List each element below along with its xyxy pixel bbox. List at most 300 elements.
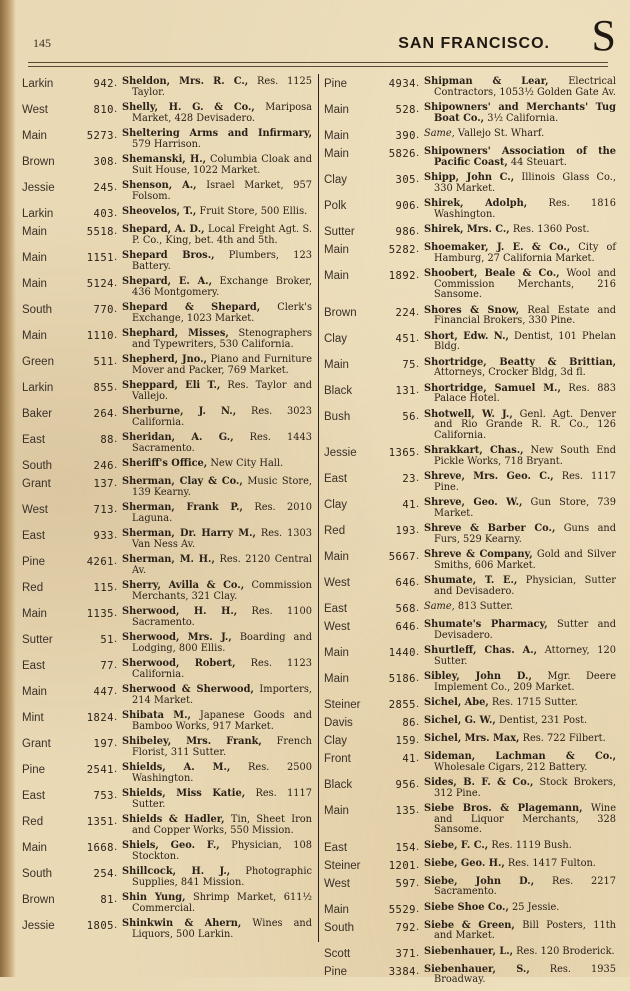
subscriber-name: Sherman, Dr. Harry M., [122, 528, 256, 539]
number-separator: . [114, 556, 118, 567]
number-separator: . [114, 226, 118, 237]
exchange-name: Jessie [324, 447, 357, 459]
subscriber-name: Shreve, Mrs. Geo. C., [424, 471, 554, 482]
phone-number: 447 [93, 686, 114, 698]
phone-number: 5826 [388, 148, 416, 160]
listing-text [122, 607, 312, 628]
subscriber-name: Sichel, G. W., [424, 715, 496, 726]
subscriber-details: Wholesale Cigars, 212 Battery. [434, 761, 588, 773]
directory-entry [324, 698, 616, 711]
exchange-name: Main [324, 104, 349, 116]
exchange-name: Brown [22, 894, 55, 906]
directory-entry [324, 524, 616, 545]
section-letter: S [591, 11, 616, 60]
number-separator: . [114, 330, 118, 341]
number-separator: . [416, 603, 420, 614]
exchange-name: Main [324, 673, 349, 685]
phone-number: 88 [100, 434, 114, 446]
subscriber-details: Vallejo St. Wharf. [457, 128, 545, 139]
listing-text [424, 524, 616, 545]
phone-number: 390 [395, 130, 416, 142]
phone-number: 568 [395, 603, 416, 615]
phone-number: 810 [93, 104, 114, 116]
subscriber-details: Res. 1935 Broadway. [434, 963, 616, 985]
subscriber-name: Shumate's Pharmacy, [424, 619, 548, 630]
subscriber-name: Sichel, Mrs. Max, [424, 733, 520, 744]
exchange-name: Mint [22, 712, 44, 724]
phone-number: 528 [395, 104, 416, 116]
directory-entry [324, 778, 616, 799]
phone-number: 154 [395, 841, 416, 854]
number-separator: . [416, 921, 420, 933]
subscriber-details: Wines and Liquors, 500 Larkin. [132, 918, 312, 940]
subscriber-details: Res. 1117 Sutter. [132, 788, 312, 810]
listing-text [424, 199, 616, 220]
phone-number: 246 [93, 460, 114, 472]
subscriber-details: Bill Posters, 11th and Market. [434, 919, 616, 941]
phone-number: 646 [395, 621, 416, 633]
directory-entry [324, 550, 616, 571]
directory-entry [22, 555, 312, 576]
number-separator: . [114, 868, 118, 879]
subscriber-details: Clerk's Exchange, 1023 Market. [132, 302, 312, 324]
directory-entry [324, 947, 616, 960]
exchange-name: East [22, 660, 46, 672]
phone-number: 135 [395, 805, 416, 817]
subscriber-details: Stock Brokers, 312 Pine. [434, 777, 616, 799]
exchange-name: South [22, 460, 53, 472]
exchange-name: Clay [324, 735, 348, 747]
number-separator: . [416, 447, 420, 458]
exchange-name: Main [324, 805, 349, 817]
listing-text [424, 77, 616, 98]
listing-text [424, 243, 616, 264]
subscriber-name: Shields, Miss Katie, [122, 788, 246, 799]
exchange-name: West [324, 877, 350, 890]
subscriber-details: Physician, 108 Stockton. [132, 840, 312, 862]
subscriber-details: Dentist, 231 Post. [498, 715, 588, 726]
number-separator: . [416, 200, 420, 211]
phone-number: 137 [93, 478, 114, 490]
subscriber-details: Music Store, 139 Kearny. [132, 476, 312, 498]
subscriber-name: Shoemaker, J. E. & Co., [424, 242, 571, 253]
subscriber-details: Res. 2217 Sacramento. [434, 875, 616, 897]
listing-text [122, 711, 312, 732]
exchange-name: Jessie [22, 920, 55, 932]
phone-number: 986 [395, 226, 416, 238]
subscriber-details: Exchange Broker, 436 Montgomery. [132, 276, 312, 298]
directory-entry [324, 410, 616, 442]
subscriber-name: Shiels, Geo. F., [122, 840, 220, 851]
listing-text [122, 251, 312, 272]
directory-entry [324, 225, 616, 238]
number-separator: . [416, 753, 420, 764]
directory-column-left [22, 77, 312, 945]
number-separator: . [416, 148, 420, 159]
listing-text [122, 277, 312, 298]
subscriber-name: Shipman & Lear, [424, 76, 549, 87]
listing-text [424, 498, 616, 519]
directory-entry [22, 103, 312, 124]
number-separator: . [416, 699, 420, 710]
exchange-name: Steiner [324, 699, 361, 711]
directory-entry [22, 789, 312, 810]
listing-text [424, 672, 616, 693]
subscriber-details: Importers, 214 Market. [132, 684, 312, 706]
phone-number: 4261 [86, 556, 114, 568]
subscriber-details: Illinois Glass Co., 330 Market. [434, 172, 616, 194]
listing-text [424, 947, 616, 958]
exchange-name: Main [22, 330, 47, 342]
subscriber-name: Shibeley, Mrs. Frank, [122, 736, 262, 747]
listing-text [424, 147, 616, 168]
subscriber-name: Sheldon, Mrs. R. C., [122, 76, 249, 87]
directory-entry [324, 903, 616, 916]
subscriber-details: 25 Jessie. [512, 901, 560, 913]
subscriber-details: Attorneys, Crocker Bldg, 3d fl. [434, 367, 586, 378]
listing-text [122, 103, 312, 124]
exchange-name: Main [324, 903, 349, 916]
subscriber-details: New South End Pickle Works, 718 Bryant. [434, 445, 616, 467]
exchange-name: Larkin [22, 78, 54, 90]
directory-entry [324, 446, 616, 467]
exchange-name: East [324, 473, 348, 485]
directory-entry [324, 877, 616, 898]
subscriber-details: 44 Steuart. [510, 156, 567, 168]
listing-text [122, 329, 312, 350]
listing-text [424, 384, 616, 405]
exchange-name: Main [22, 842, 47, 854]
number-separator: . [416, 306, 420, 318]
subscriber-name: Shortridge, Beatty & Brittian, [424, 356, 616, 368]
subscriber-name: Short, Edw. N., [424, 330, 509, 342]
exchange-name: Red [22, 582, 44, 594]
directory-entry [22, 303, 312, 324]
directory-entry [22, 181, 312, 202]
subscriber-details: Attorney, 120 Sutter. [434, 645, 616, 667]
number-separator: . [416, 859, 420, 871]
directory-entry [22, 355, 312, 376]
phone-number: 5518 [86, 226, 114, 238]
number-separator: . [114, 382, 118, 393]
directory-entry [324, 306, 616, 327]
directory-entry [324, 859, 616, 872]
subscriber-details: City of Hamburg, 27 California Market. [434, 242, 616, 264]
subscriber-name: Shortridge, Samuel M., [424, 382, 561, 394]
exchange-name: Main [324, 358, 349, 371]
number-separator: . [416, 673, 420, 684]
exchange-name: East [324, 603, 348, 615]
number-separator: . [114, 764, 118, 775]
subscriber-name: Sherman, Clay & Co., [122, 476, 243, 487]
listing-text [424, 903, 616, 914]
exchange-name: West [324, 621, 350, 633]
phone-number: 245 [93, 182, 114, 194]
phone-number: 770 [93, 304, 114, 316]
subscriber-name: Sherry, Avilla & Co., [122, 580, 245, 591]
listing-text [122, 433, 312, 454]
number-separator: . [416, 104, 420, 115]
subscriber-details: Israel Market, 957 Folsom. [132, 180, 312, 202]
exchange-name: East [22, 530, 46, 542]
exchange-name: Main [324, 647, 349, 659]
phone-number: 451 [395, 332, 416, 345]
page-binding-edge [0, 0, 16, 977]
phone-number: 1201 [388, 859, 416, 872]
subscriber-details: Guns and Furs, 529 Kearny. [434, 523, 616, 545]
directory-entry [324, 752, 616, 773]
subscriber-name: Shelly, H. G. & Co., [122, 102, 255, 113]
listing-text [122, 181, 312, 202]
phone-number: 753 [93, 790, 114, 802]
number-separator: . [114, 504, 118, 515]
number-separator: . [416, 473, 420, 484]
subscriber-details: Plumbers, 123 Battery. [132, 250, 312, 272]
number-separator: . [114, 738, 118, 749]
page-number: 145 [33, 36, 51, 50]
subscriber-name: Siebe & Green, [424, 919, 515, 931]
exchange-name: Main [22, 252, 47, 264]
directory-entry [324, 243, 616, 264]
exchange-name: Black [324, 384, 353, 397]
number-separator: . [114, 660, 118, 671]
directory-entry [324, 332, 616, 353]
phone-number: 403 [93, 208, 114, 220]
listing-text [122, 129, 312, 150]
directory-entry [22, 329, 312, 350]
number-separator: . [114, 790, 118, 801]
directory-entry [324, 147, 616, 168]
subscriber-name: Shoobert, Beale & Co., [424, 268, 560, 279]
subscriber-details: Res. 1117 Pine. [434, 471, 616, 493]
subscriber-name: Shibata M., [122, 710, 191, 721]
number-separator: . [416, 78, 420, 89]
exchange-name: West [22, 504, 48, 516]
subscriber-name: Shirek, Adolph, [424, 198, 528, 209]
phone-number: 855 [93, 382, 114, 394]
listing-text [122, 459, 312, 470]
subscriber-details: Commission Merchants, 321 Clay. [132, 580, 312, 602]
subscriber-details: Boarding and Lodging, 800 Ellis. [132, 632, 312, 654]
subscriber-name: Shinkwin & Ahern, [122, 918, 242, 929]
number-separator: . [114, 130, 118, 141]
listing-text [424, 877, 616, 898]
exchange-name: Clay [324, 499, 348, 511]
number-separator: . [114, 816, 118, 827]
number-separator: . [114, 582, 118, 593]
phone-number: 51 [100, 634, 114, 646]
subscriber-name: Siebenhauer, L., [424, 945, 514, 957]
exchange-name: Black [324, 779, 353, 791]
exchange-name: Pine [324, 965, 348, 978]
directory-entry [324, 921, 616, 942]
subscriber-name: Sherwood, H. H., [122, 606, 238, 617]
phone-number: 5186 [388, 673, 416, 685]
listing-text [122, 503, 312, 524]
number-separator: . [114, 894, 118, 905]
exchange-name: Jessie [22, 182, 55, 194]
phone-number: 1668 [86, 842, 114, 854]
number-separator: . [416, 903, 420, 915]
number-separator: . [416, 805, 420, 816]
running-title: SAN FRANCISCO. [398, 35, 550, 52]
exchange-name: Main [324, 148, 349, 160]
directory-entry [22, 407, 312, 428]
number-separator: . [114, 156, 118, 167]
listing-text [424, 269, 616, 301]
number-separator: . [114, 304, 118, 315]
exchange-name: Brown [324, 306, 357, 319]
subscriber-name: Shumate, T. E., [424, 575, 518, 586]
directory-entry [324, 358, 616, 379]
listing-text [122, 919, 312, 940]
phone-number: 2855 [388, 699, 416, 711]
number-separator: . [416, 841, 420, 853]
exchange-name: Main [22, 226, 47, 238]
listing-text [122, 737, 312, 758]
directory-entry [22, 711, 312, 732]
exchange-name: Red [324, 525, 346, 537]
directory-entry [22, 207, 312, 220]
number-separator: . [416, 621, 420, 632]
subscriber-details: Res. Taylor and Vallejo. [132, 380, 312, 402]
number-separator: . [416, 410, 420, 422]
subscriber-name: Shotwell, W. J., [424, 408, 513, 420]
subscriber-name: Shepard & Shepard, [122, 302, 261, 313]
listing-text [424, 965, 616, 986]
number-separator: . [416, 226, 420, 237]
phone-number: 1151 [86, 252, 114, 264]
listing-text [122, 555, 312, 576]
listing-text [424, 103, 616, 124]
directory-entry [22, 919, 312, 940]
listing-text [424, 332, 616, 353]
number-separator: . [114, 78, 118, 89]
subscriber-details: French Florist, 311 Sutter. [132, 736, 312, 758]
subscriber-details: Electrical Contractors, 1053½ Golden Gate Av. [434, 76, 616, 98]
phone-number: 1135 [86, 608, 114, 620]
phone-number: 23 [402, 473, 416, 485]
subscriber-details: New City Hall. [210, 458, 284, 469]
directory-entry [324, 384, 616, 405]
subscriber-name: Siebe, F. C., [424, 839, 489, 851]
phone-number: 41 [402, 753, 416, 765]
number-separator: . [114, 208, 118, 219]
listing-text [122, 867, 312, 888]
phone-number: 77 [100, 660, 114, 672]
subscriber-details: Res. 1443 Sacramento. [132, 432, 312, 454]
listing-text [122, 355, 312, 376]
subscriber-details: 813 Sutter. [457, 601, 514, 612]
subscriber-name: Shipp, John C., [424, 172, 515, 183]
phone-number: 5124 [86, 278, 114, 290]
phone-number: 646 [395, 577, 416, 589]
phone-number: 4934 [388, 78, 416, 90]
exchange-name: Brown [22, 156, 55, 168]
listing-text [424, 410, 616, 442]
listing-text [122, 303, 312, 324]
subscriber-details: Res. 2010 Laguna. [132, 502, 312, 524]
listing-text [122, 893, 312, 914]
subscriber-details: Wool and Commission Merchants, 216 Sansome. [434, 268, 616, 300]
directory-entry [324, 620, 616, 641]
phone-number: 1440 [388, 647, 416, 659]
number-separator: . [416, 174, 420, 185]
number-separator: . [114, 634, 118, 645]
number-separator: . [114, 712, 118, 723]
subscriber-name: Sheltering Arms and Infirmary, [122, 128, 312, 139]
directory-entry [22, 737, 312, 758]
directory-entry [324, 269, 616, 301]
directory-entry [324, 646, 616, 667]
listing-text [424, 698, 616, 709]
subscriber-name: Sherman, Frank P., [122, 502, 243, 513]
subscriber-name: Sherwood, Mrs. J., [122, 632, 232, 643]
phone-number: 41 [402, 499, 416, 511]
exchange-name: Clay [324, 332, 348, 345]
directory-entry [22, 503, 312, 524]
listing-text [122, 207, 312, 218]
listing-text [122, 477, 312, 498]
listing-text [424, 550, 616, 571]
subscriber-name: Shenson, A., [122, 180, 197, 191]
subscriber-name: Shepard, A. D., [122, 224, 205, 235]
directory-entry [22, 433, 312, 454]
subscriber-details: Res. 120 Broderick. [516, 945, 615, 957]
directory-entry [324, 173, 616, 194]
exchange-name: Pine [324, 78, 348, 90]
directory-entry [324, 804, 616, 836]
phone-number: 792 [395, 921, 416, 934]
subscriber-name: Shipowners' and Merchants' Tug Boat Co., [424, 102, 616, 124]
number-separator: . [416, 244, 420, 255]
exchange-name: Main [22, 278, 47, 290]
subscriber-details: Res. 1417 Fulton. [507, 857, 596, 869]
directory-entry [22, 77, 312, 98]
subscriber-name: Shemanski, H., [122, 154, 207, 165]
subscriber-details: Gun Store, 739 Market. [434, 497, 617, 519]
phone-number: 956 [395, 779, 416, 791]
exchange-name: Bush [324, 410, 351, 423]
exchange-name: Davis [324, 717, 353, 729]
phone-number: 81 [100, 894, 114, 906]
directory-entry [324, 672, 616, 693]
listing-text [424, 358, 616, 379]
listing-text [424, 646, 616, 667]
phone-number: 75 [402, 358, 416, 371]
listing-text [424, 472, 616, 493]
listing-text [424, 734, 616, 745]
phone-number: 1351 [86, 816, 114, 828]
subscriber-details: Res. 1123 California. [132, 658, 312, 680]
column-divider [318, 74, 319, 942]
subscriber-name: Sideman, Lachman & Co., [424, 751, 616, 762]
subscriber-name: Siebenhauer, S., [424, 963, 530, 975]
number-separator: . [416, 947, 420, 959]
phone-number: 906 [395, 200, 416, 212]
phone-number: 115 [93, 582, 114, 594]
exchange-name: Clay [324, 174, 348, 186]
listing-text [424, 841, 616, 852]
phone-number: 254 [93, 868, 114, 880]
directory-entry [22, 659, 312, 680]
subscriber-details: Stenographers and Typewriters, 530 California. [132, 328, 312, 350]
phone-number: 942 [93, 78, 114, 90]
subscriber-name: Sheriff's Office, [122, 458, 208, 469]
directory-entry [22, 277, 312, 298]
exchange-name: Grant [22, 478, 51, 490]
subscriber-details: Res. 3023 California. [132, 406, 312, 428]
